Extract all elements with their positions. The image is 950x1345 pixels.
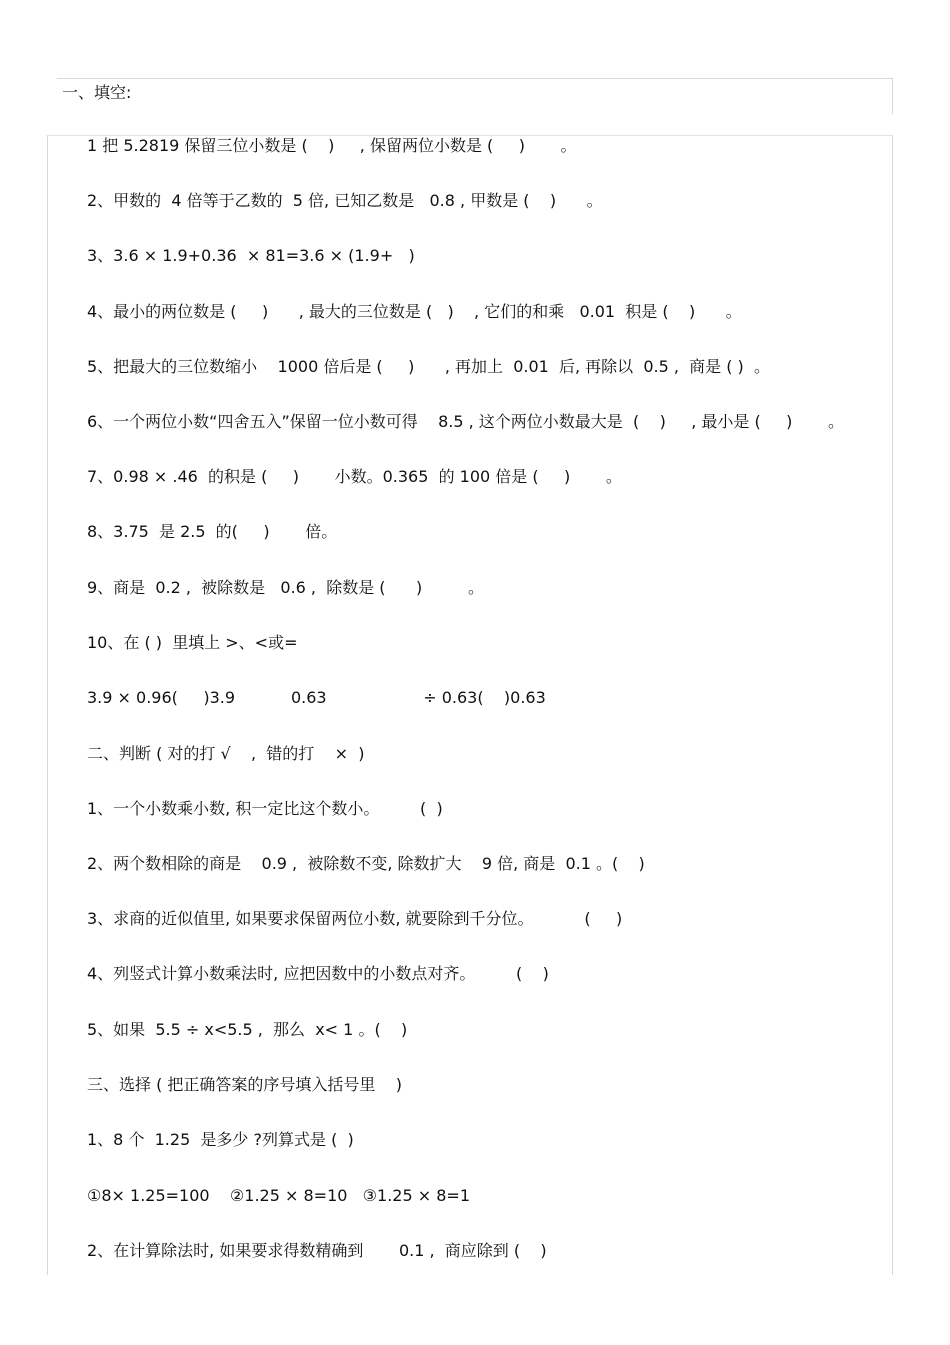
question-line: 5、把最大的三位数缩小 1000 倍后是 ( ) , 再加上 0.01 后, 再除以 0.5 , 商是 ( ) 。: [87, 357, 770, 376]
question-line: 10、在 ( ) 里填上 >、<或=: [87, 633, 298, 652]
question-line: 2、甲数的 4 倍等于乙数的 5 倍, 已知乙数是 0.8 , 甲数是 ( ) 。: [87, 191, 603, 210]
question-line: 7、0.98 × .46 的积是 ( ) 小数。0.365 的 100 倍是 ( ) 。: [87, 467, 622, 486]
question-line: 9、商是 0.2 , 被除数是 0.6 , 除数是 ( ) 。: [87, 578, 485, 597]
section-title-choice: 三、选择 ( 把正确答案的序号填入括号里 ): [87, 1075, 403, 1094]
question-line: 3、求商的近似值里, 如果要求保留两位小数, 就要除到千分位。 ( ): [87, 909, 623, 928]
section-title-judge: 二、判断 ( 对的打 √ , 错的打 × ): [87, 744, 365, 763]
question-line: 3、3.6 × 1.9+0.36 × 81=3.6 × (1.9+ ): [87, 246, 415, 265]
question-line: 4、最小的两位数是 ( ) , 最大的三位数是 ( ) , 它们的和乘 0.01 积是 ( ) 。: [87, 302, 742, 321]
question-line: 2、在计算除法时, 如果要求得数精确到 0.1 , 商应除到 ( ): [87, 1241, 547, 1260]
question-line: 8、3.75 是 2.5 的( ) 倍。: [87, 522, 338, 541]
question-line: 2、两个数相除的商是 0.9 , 被除数不变, 除数扩大 9 倍, 商是 0.1 。( ): [87, 854, 645, 873]
question-line: 1 把 5.2819 保留三位小数是 ( ) , 保留两位小数是 ( ) 。: [87, 136, 577, 155]
question-line: 3.9 × 0.96( )3.9 0.63 ÷ 0.63( )0.63: [87, 688, 546, 707]
question-line: 6、一个两位小数“四舍五入”保留一位小数可得 8.5 , 这个两位小数最大是 ( ) , 最小是 ( ) 。: [87, 412, 845, 431]
question-line: 5、如果 5.5 ÷ x<5.5 , 那么 x< 1 。( ): [87, 1020, 408, 1039]
question-line: 4、列竖式计算小数乘法时, 应把因数中的小数点对齐。 ( ): [87, 964, 549, 983]
answer-options: ①8× 1.25=100 ②1.25 × 8=10 ③1.25 × 8=1: [87, 1186, 470, 1205]
section-header-frame: [57, 78, 893, 114]
question-line: 1、8 个 1.25 是多少 ?列算式是 ( ): [87, 1130, 354, 1149]
question-line: 1、一个小数乘小数, 积一定比这个数小。 ( ): [87, 799, 443, 818]
section-title-fill-blank: 一、填空:: [62, 83, 132, 102]
